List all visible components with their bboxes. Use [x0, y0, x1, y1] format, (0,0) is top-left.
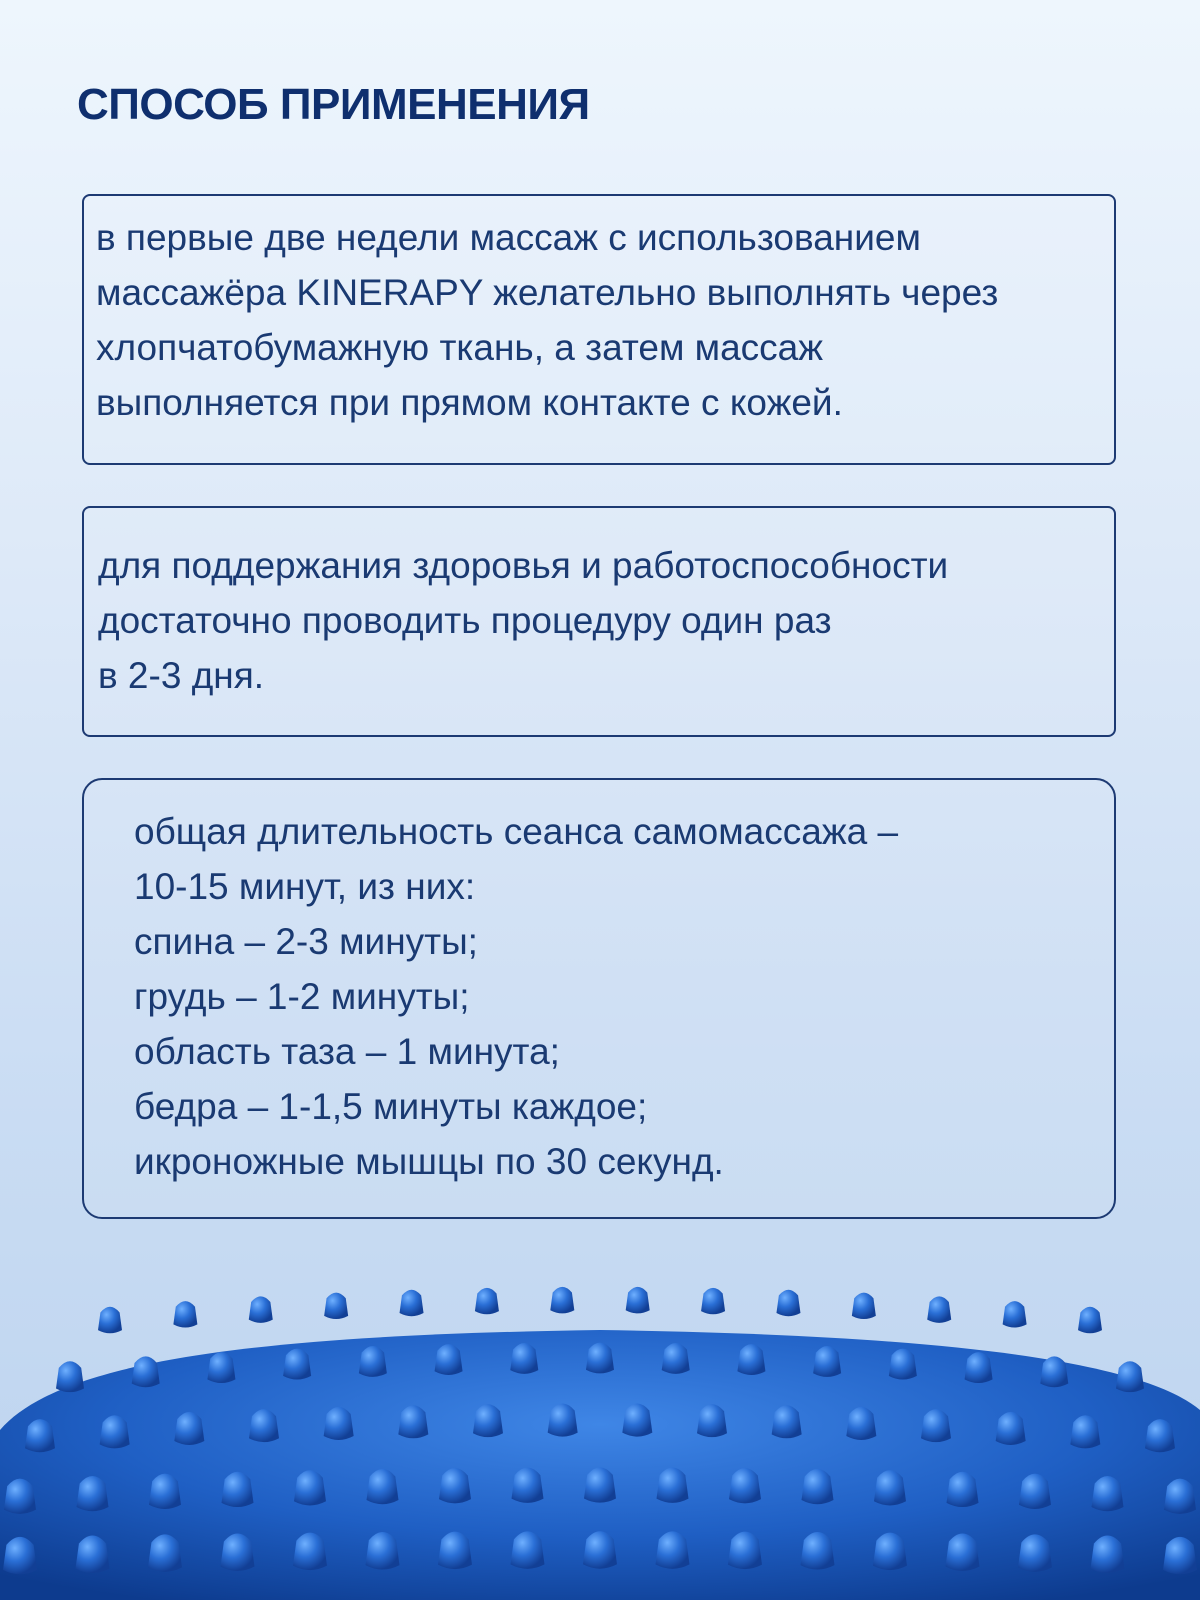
massager-image [0, 1280, 1200, 1600]
massager-nub [852, 1293, 876, 1319]
massager-nub [400, 1290, 424, 1316]
card-line: общая длительность сеанса самомассажа – [134, 811, 899, 852]
instruction-card-first-weeks [82, 194, 1116, 465]
card-line: бедра – 1-1,5 минуты каждое; [134, 1086, 648, 1127]
card-line: 10-15 минут, из них: [134, 866, 476, 907]
massager-nub [927, 1296, 951, 1322]
card-line: массажёра KINERAPY желательно выполнять через [96, 272, 999, 313]
massager-nub [550, 1287, 574, 1313]
massager-nub [1078, 1307, 1102, 1333]
massager-nub [56, 1361, 84, 1392]
card-line: область таза – 1 минута; [134, 1031, 560, 1072]
massager-nub [98, 1307, 122, 1333]
card-line: икроножные мышцы по 30 секунд. [134, 1141, 724, 1182]
massager-nub [626, 1287, 650, 1313]
card-line: грудь – 1-2 минуты; [134, 976, 470, 1017]
massager-nub [701, 1288, 725, 1314]
massager-nub [475, 1288, 499, 1314]
card-line: хлопчатобумажную ткань, а затем массаж [96, 327, 824, 368]
card-line: достаточно проводить процедуру один раз [98, 600, 832, 641]
massager-nub [324, 1293, 348, 1319]
massager-nub [776, 1290, 800, 1316]
card-line: спина – 2-3 минуты; [134, 921, 478, 962]
card-line: в 2-3 дня. [98, 655, 265, 696]
page-title: СПОСОБ ПРИМЕНЕНИЯ [77, 80, 590, 129]
massager-nub [249, 1296, 273, 1322]
massager-nub [1003, 1301, 1027, 1327]
card-line: в первые две недели массаж с использованием [96, 217, 921, 258]
card-line: выполняется при прямом контакте с кожей. [96, 382, 843, 423]
massager-nub [132, 1356, 160, 1387]
card-line: для поддержания здоровья и работоспособности [98, 545, 949, 586]
massager-nub [1116, 1361, 1144, 1392]
instruction-card-duration [82, 778, 1116, 1219]
instruction-card-frequency [82, 506, 1116, 737]
massager-nub [173, 1301, 197, 1327]
